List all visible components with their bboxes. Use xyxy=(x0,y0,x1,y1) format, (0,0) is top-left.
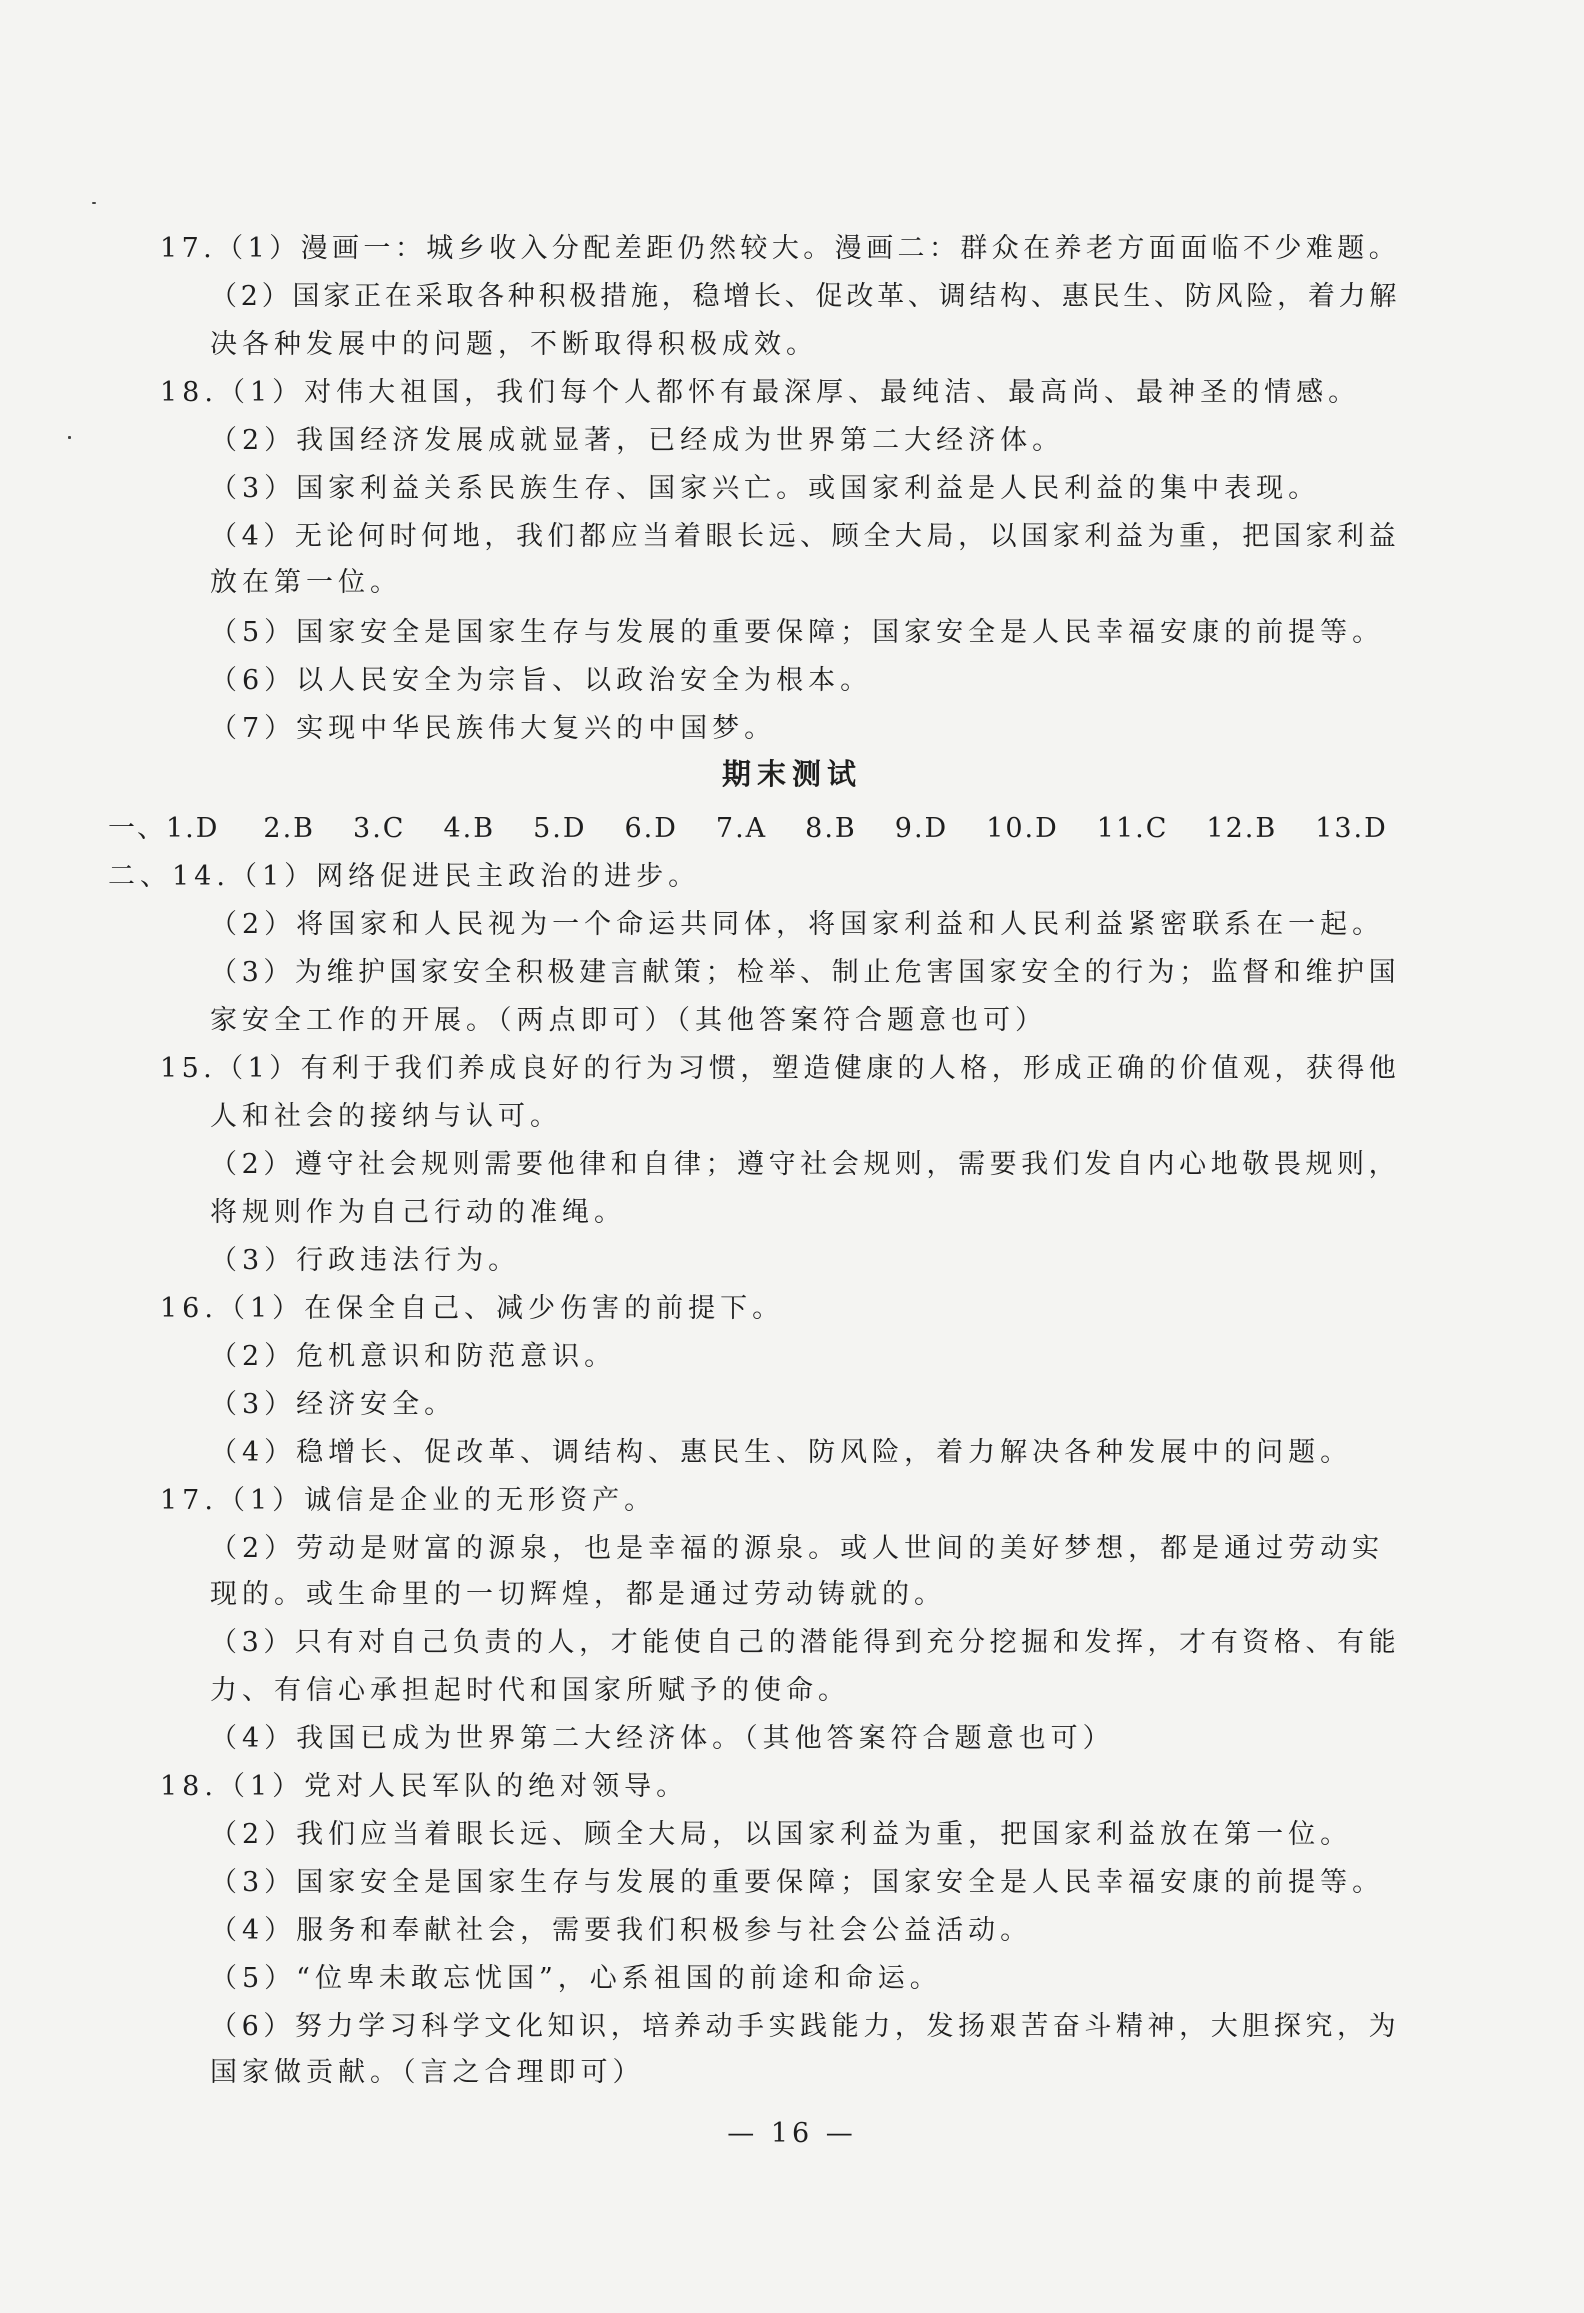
answer-line: （2）遵守社会规则需要他律和自律；遵守社会规则，需要我们发自内心地敬畏规则， xyxy=(210,1149,1401,1180)
answer-line: （3）经济安全。 xyxy=(210,1389,457,1420)
answer-line: （2）我们应当着眼长远、顾全大局，以国家利益为重，把国家利益放在第一位。 xyxy=(210,1819,1353,1850)
answer-line: （3）行政违法行为。 xyxy=(210,1245,521,1276)
answer-line: （4）无论何时何地，我们都应当着眼长远、顾全大局，以国家利益为重，把国家利益 xyxy=(210,521,1401,552)
answer-line: （4）服务和奉献社会，需要我们积极参与社会公益活动。 xyxy=(210,1915,1033,1946)
answer-line: （6）努力学习科学文化知识，培养动手实践能力，发扬艰苦奋斗精神，大胆探究，为 xyxy=(210,2011,1401,2042)
answer-line: 二、14.（1）网络促进民主政治的进步。 xyxy=(108,861,701,892)
answer-line: 现的。或生命里的一切辉煌，都是通过劳动铸就的。 xyxy=(210,1579,946,1610)
choice-answers-row xyxy=(108,812,1426,846)
choice-answer: 6.D xyxy=(624,813,678,844)
choice-answer: 一、1.D xyxy=(108,813,220,844)
answer-line: （3）国家安全是国家生存与发展的重要保障；国家安全是人民幸福安康的前提等。 xyxy=(210,1867,1385,1898)
choice-answer: 13.D xyxy=(1315,813,1388,844)
answer-line: （2）劳动是财富的源泉，也是幸福的源泉。或人世间的美好梦想，都是通过劳动实 xyxy=(210,1533,1385,1564)
answer-line: 17.（1）诚信是企业的无形资产。 xyxy=(160,1485,657,1516)
choice-answer: 4.B xyxy=(443,813,496,844)
answer-line: 放在第一位。 xyxy=(210,567,402,598)
answer-line: （3）国家利益关系民族生存、国家兴亡。或国家利益是人民利益的集中表现。 xyxy=(210,473,1321,504)
choice-answer: 3.C xyxy=(353,813,406,844)
answer-line: （6）以人民安全为宗旨、以政治安全为根本。 xyxy=(210,665,873,696)
section-title: 期末测试 xyxy=(721,757,862,791)
answer-line: （3）只有对自己负责的人，才能使自己的潜能得到充分挖掘和发挥，才有资格、有能 xyxy=(210,1627,1401,1658)
answer-line: 国家做贡献。（言之合理即可） xyxy=(210,2057,645,2088)
answer-line: （7）实现中华民族伟大复兴的中国梦。 xyxy=(210,713,777,744)
page-number: — 16 — xyxy=(727,2118,857,2149)
choice-answer: 11.C xyxy=(1096,813,1169,844)
choice-answer: 10.D xyxy=(986,813,1059,844)
answer-line: （5）国家安全是国家生存与发展的重要保障；国家安全是人民幸福安康的前提等。 xyxy=(210,617,1385,648)
answer-line: （5）“位卑未敢忘忧国”，心系祖国的前途和命运。 xyxy=(210,1963,942,1994)
answer-line: （3）为维护国家安全积极建言献策；检举、制止危害国家安全的行为；监督和维护国 xyxy=(210,957,1401,988)
answer-line: 16.（1）在保全自己、减少伤害的前提下。 xyxy=(160,1293,785,1324)
choice-answer: 2.B xyxy=(263,813,316,844)
choice-answer: 9.D xyxy=(894,813,949,844)
answer-line: （2）国家正在采取各种积极措施，稳增长、促改革、调结构、惠民生、防风险，着力解 xyxy=(210,281,1401,312)
choice-answer: 7.A xyxy=(715,813,768,844)
answer-line: 人和社会的接纳与认可。 xyxy=(210,1101,562,1132)
choice-answer: 12.B xyxy=(1206,813,1278,844)
answer-line: （2）危机意识和防范意识。 xyxy=(210,1341,617,1372)
answer-line: 决各种发展中的问题，不断取得积极成效。 xyxy=(210,329,818,360)
answer-line: 力、有信心承担起时代和国家所赋予的使命。 xyxy=(210,1675,850,1706)
answer-line: 15.（1）有利于我们养成良好的行为习惯，塑造健康的人格，形成正确的价值观，获得他 xyxy=(160,1053,1401,1084)
answer-line: 18.（1）党对人民军队的绝对领导。 xyxy=(160,1771,689,1802)
answer-line: （4）稳增长、促改革、调结构、惠民生、防风险，着力解决各种发展中的问题。 xyxy=(210,1437,1353,1468)
answer-line: 17.（1）漫画一：城乡收入分配差距仍然较大。漫画二：群众在养老方面面临不少难题。 xyxy=(160,233,1401,264)
answer-line: 家安全工作的开展。（两点即可）（其他答案符合题意也可） xyxy=(210,1005,1047,1036)
answer-line: （2）我国经济发展成就显著，已经成为世界第二大经济体。 xyxy=(210,425,1065,456)
answer-line: （4）我国已成为世界第二大经济体。（其他答案符合题意也可） xyxy=(210,1723,1115,1754)
choice-answer: 8.B xyxy=(805,813,857,844)
answer-line: 将规则作为自己行动的准绳。 xyxy=(210,1197,626,1228)
scan-speck xyxy=(68,436,71,439)
choice-answer: 5.D xyxy=(533,813,587,844)
answer-line: 18.（1）对伟大祖国，我们每个人都怀有最深厚、最纯洁、最高尚、最神圣的情感。 xyxy=(160,377,1361,408)
scan-speck xyxy=(92,202,96,204)
answer-line: （2）将国家和人民视为一个命运共同体，将国家利益和人民利益紧密联系在一起。 xyxy=(210,909,1385,940)
